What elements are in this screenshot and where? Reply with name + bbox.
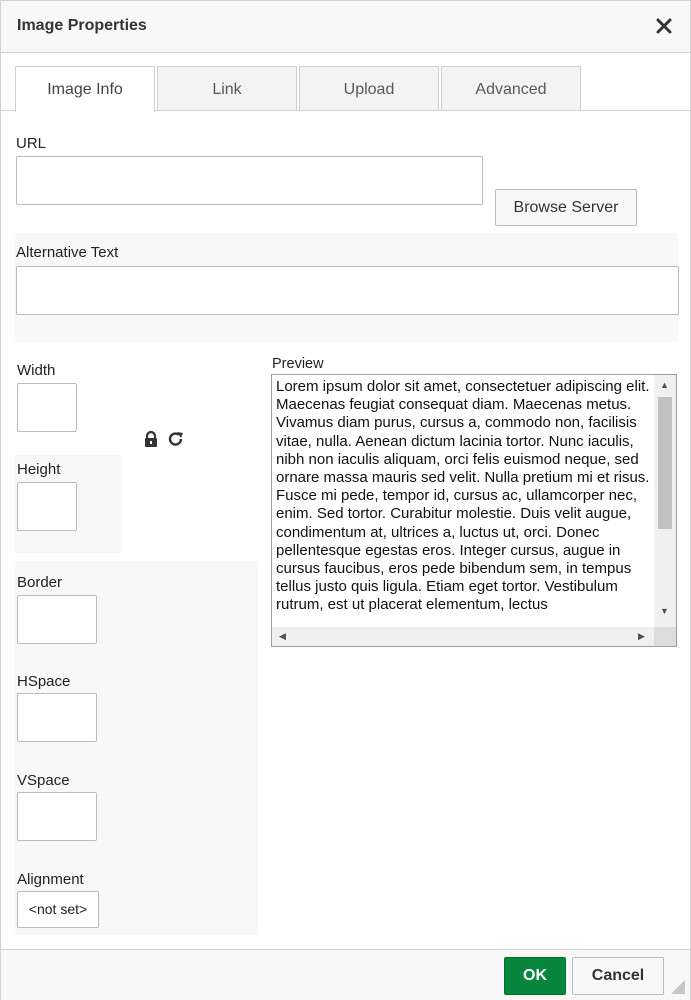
scroll-down-icon[interactable]: ▼ — [660, 606, 669, 616]
width-label: Width — [17, 362, 56, 379]
ok-button[interactable]: OK — [504, 957, 566, 995]
preview-label: Preview — [272, 356, 324, 372]
alignment-label: Alignment — [17, 871, 84, 888]
tab-upload[interactable]: Upload — [299, 66, 439, 110]
cancel-button[interactable]: Cancel — [572, 957, 664, 995]
width-input[interactable] — [17, 383, 77, 432]
vspace-input[interactable] — [17, 792, 97, 841]
scroll-up-icon[interactable]: ▲ — [660, 380, 669, 390]
tab-image-info[interactable]: Image Info — [15, 66, 155, 112]
tab-link[interactable]: Link — [157, 66, 297, 110]
url-input[interactable] — [16, 156, 483, 205]
preview-text: Lorem ipsum dolor sit amet, consectetuer adipiscing elit. Maecenas feugiat consequat diam. Maecenas metus. Vivamus diam purus, cursus a, commodo non, facilisis vitae, nulla. Aenean dictum lacinia tortor. Nunc iaculis, nibh non iaculis aliquam, orci felis euismod neque, sed ornare massa mauris sed velit. Nulla pretium mi et risus. Fusce mi pede, tempor id, cursus ac, ullamcorper nec, enim. Sed tortor. Curabitur molestie. Duis velit augue, condimentum at, ultrices a, luctus ut, orci. Donec pellentesque egestas eros. Integer cursus, augue in cursus faucibus, eros pede bibendum sem, in tempus tellus justo quis ligula. Etiam eget tortor. Vestibulum rutrum, est ut placerat elementum, lectus — [276, 378, 650, 614]
vspace-label: VSpace — [17, 772, 70, 789]
border-input[interactable] — [17, 595, 97, 644]
preview-box[interactable] — [271, 374, 677, 647]
reset-size-icon[interactable] — [167, 430, 185, 448]
scroll-right-icon[interactable]: ▶ — [638, 631, 645, 641]
dialog-title: Image Properties — [17, 17, 147, 34]
scrollbar-corner — [654, 627, 676, 646]
vertical-scrollbar[interactable] — [654, 375, 676, 627]
alignment-select[interactable]: <not set> — [17, 891, 99, 928]
height-input[interactable] — [17, 482, 77, 531]
horizontal-scrollbar[interactable] — [272, 627, 656, 646]
close-icon[interactable] — [653, 15, 675, 37]
scroll-left-icon[interactable]: ◀ — [279, 631, 286, 641]
browse-server-button[interactable]: Browse Server — [495, 189, 637, 226]
height-label: Height — [17, 461, 61, 478]
hspace-input[interactable] — [17, 693, 97, 742]
border-label: Border — [17, 574, 63, 591]
tab-advanced[interactable]: Advanced — [441, 66, 581, 110]
url-label: URL — [16, 135, 47, 152]
vertical-scrollbar-thumb[interactable] — [658, 397, 672, 529]
resize-grip-icon[interactable] — [671, 980, 685, 994]
lock-icon[interactable] — [142, 430, 160, 448]
alt-text-input[interactable] — [16, 266, 679, 315]
hspace-label: HSpace — [17, 673, 71, 690]
dialog-title-bar[interactable] — [1, 1, 690, 53]
tab-bar — [15, 66, 690, 112]
alt-text-label: Alternative Text — [16, 244, 119, 261]
